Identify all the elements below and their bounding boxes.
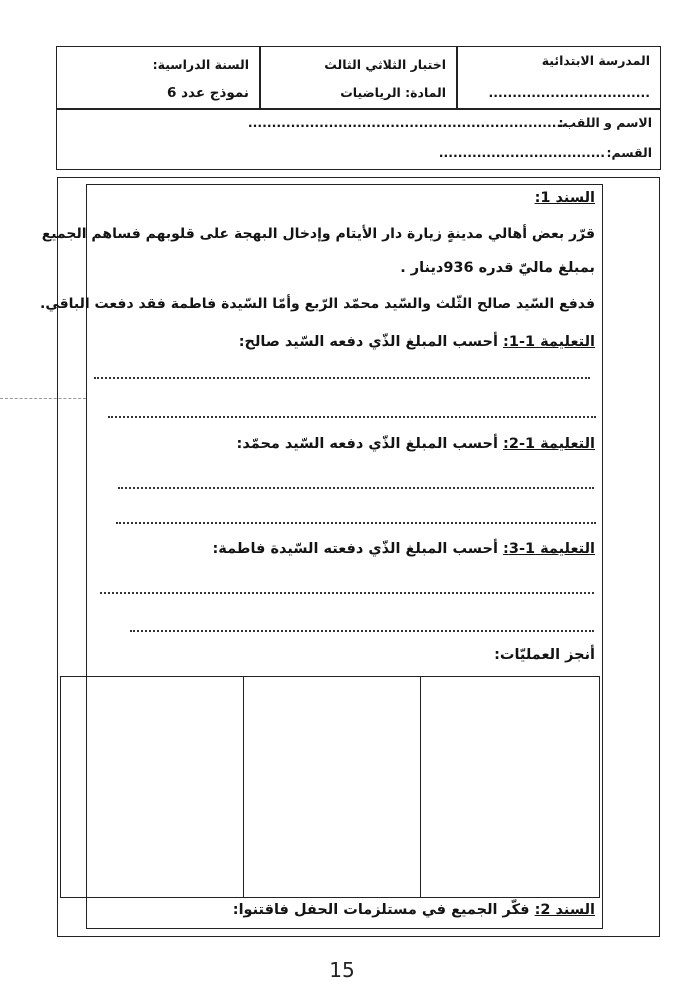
grid-divider	[243, 677, 244, 897]
school-year-label: السنة الدراسية:	[152, 57, 249, 72]
school-label: المدرسة الابتدائية	[541, 53, 650, 68]
exam-title: اختبار الثلاثي الثالث	[324, 57, 446, 72]
header-col-divider	[259, 47, 261, 108]
doc1-line3: فدفع السّيد صالح الثّلث والسّيد محمّد الرّبع وأمّا السّيدة فاطمة فقد دفعت الباقي.	[40, 296, 595, 312]
answer-line[interactable]	[130, 630, 594, 632]
task-text: أحسب المبلغ الذّي دفعه السّيد محمّد:	[236, 436, 498, 452]
school-dots: ..................................	[488, 85, 650, 100]
page-number: 15	[329, 958, 355, 982]
header-box	[56, 46, 661, 170]
doc1-line1: قرّر بعض أهالي مدينةٍ زيارة دار الأيتام وإدخال البهجة على قلوبهم فساهم الجميع	[41, 226, 595, 242]
task-label: التعليمة 1-3:	[503, 541, 595, 557]
name-label: الاسم و اللقب:	[558, 115, 652, 130]
task-label: التعليمة 1-1:	[503, 334, 595, 350]
answer-line[interactable]	[108, 416, 596, 418]
task-1-2	[237, 436, 595, 452]
operations-label: أنجز العمليّات:	[494, 647, 595, 663]
answer-line[interactable]	[118, 487, 594, 489]
doc2-text: فكّر الجميع في مستلزمات الحفل فاقتنوا:	[232, 902, 530, 918]
header-divider	[57, 108, 660, 110]
subject-label: المادة: الرياضيات	[340, 85, 446, 100]
task-1-1	[239, 334, 595, 350]
doc2	[233, 902, 595, 918]
doc1-line2: بمبلغ ماليّ قدره 936دينار .	[400, 260, 595, 276]
name-field[interactable]: ...................................................................	[247, 115, 566, 130]
task-text: أحسب المبلغ الذّي دفعته السّيدة فاطمة:	[212, 541, 498, 557]
class-field[interactable]: ...................................	[438, 145, 605, 160]
task-1-3	[212, 541, 595, 557]
task-label: التعليمة 1-2:	[503, 436, 595, 452]
answer-line[interactable]	[94, 377, 590, 379]
answer-line[interactable]	[116, 522, 596, 524]
model-number: نموذج عدد 6	[167, 85, 249, 101]
answer-line[interactable]	[100, 592, 594, 594]
operations-grid	[60, 676, 600, 898]
doc2-title: السند 2:	[534, 902, 595, 918]
header-col-divider	[456, 47, 458, 108]
doc1-title: السند 1:	[534, 190, 595, 206]
task-text: أحسب المبلغ الذّي دفعه السّيد صالح:	[238, 334, 498, 350]
grid-divider	[420, 677, 421, 897]
class-label: القسم:	[606, 145, 652, 160]
